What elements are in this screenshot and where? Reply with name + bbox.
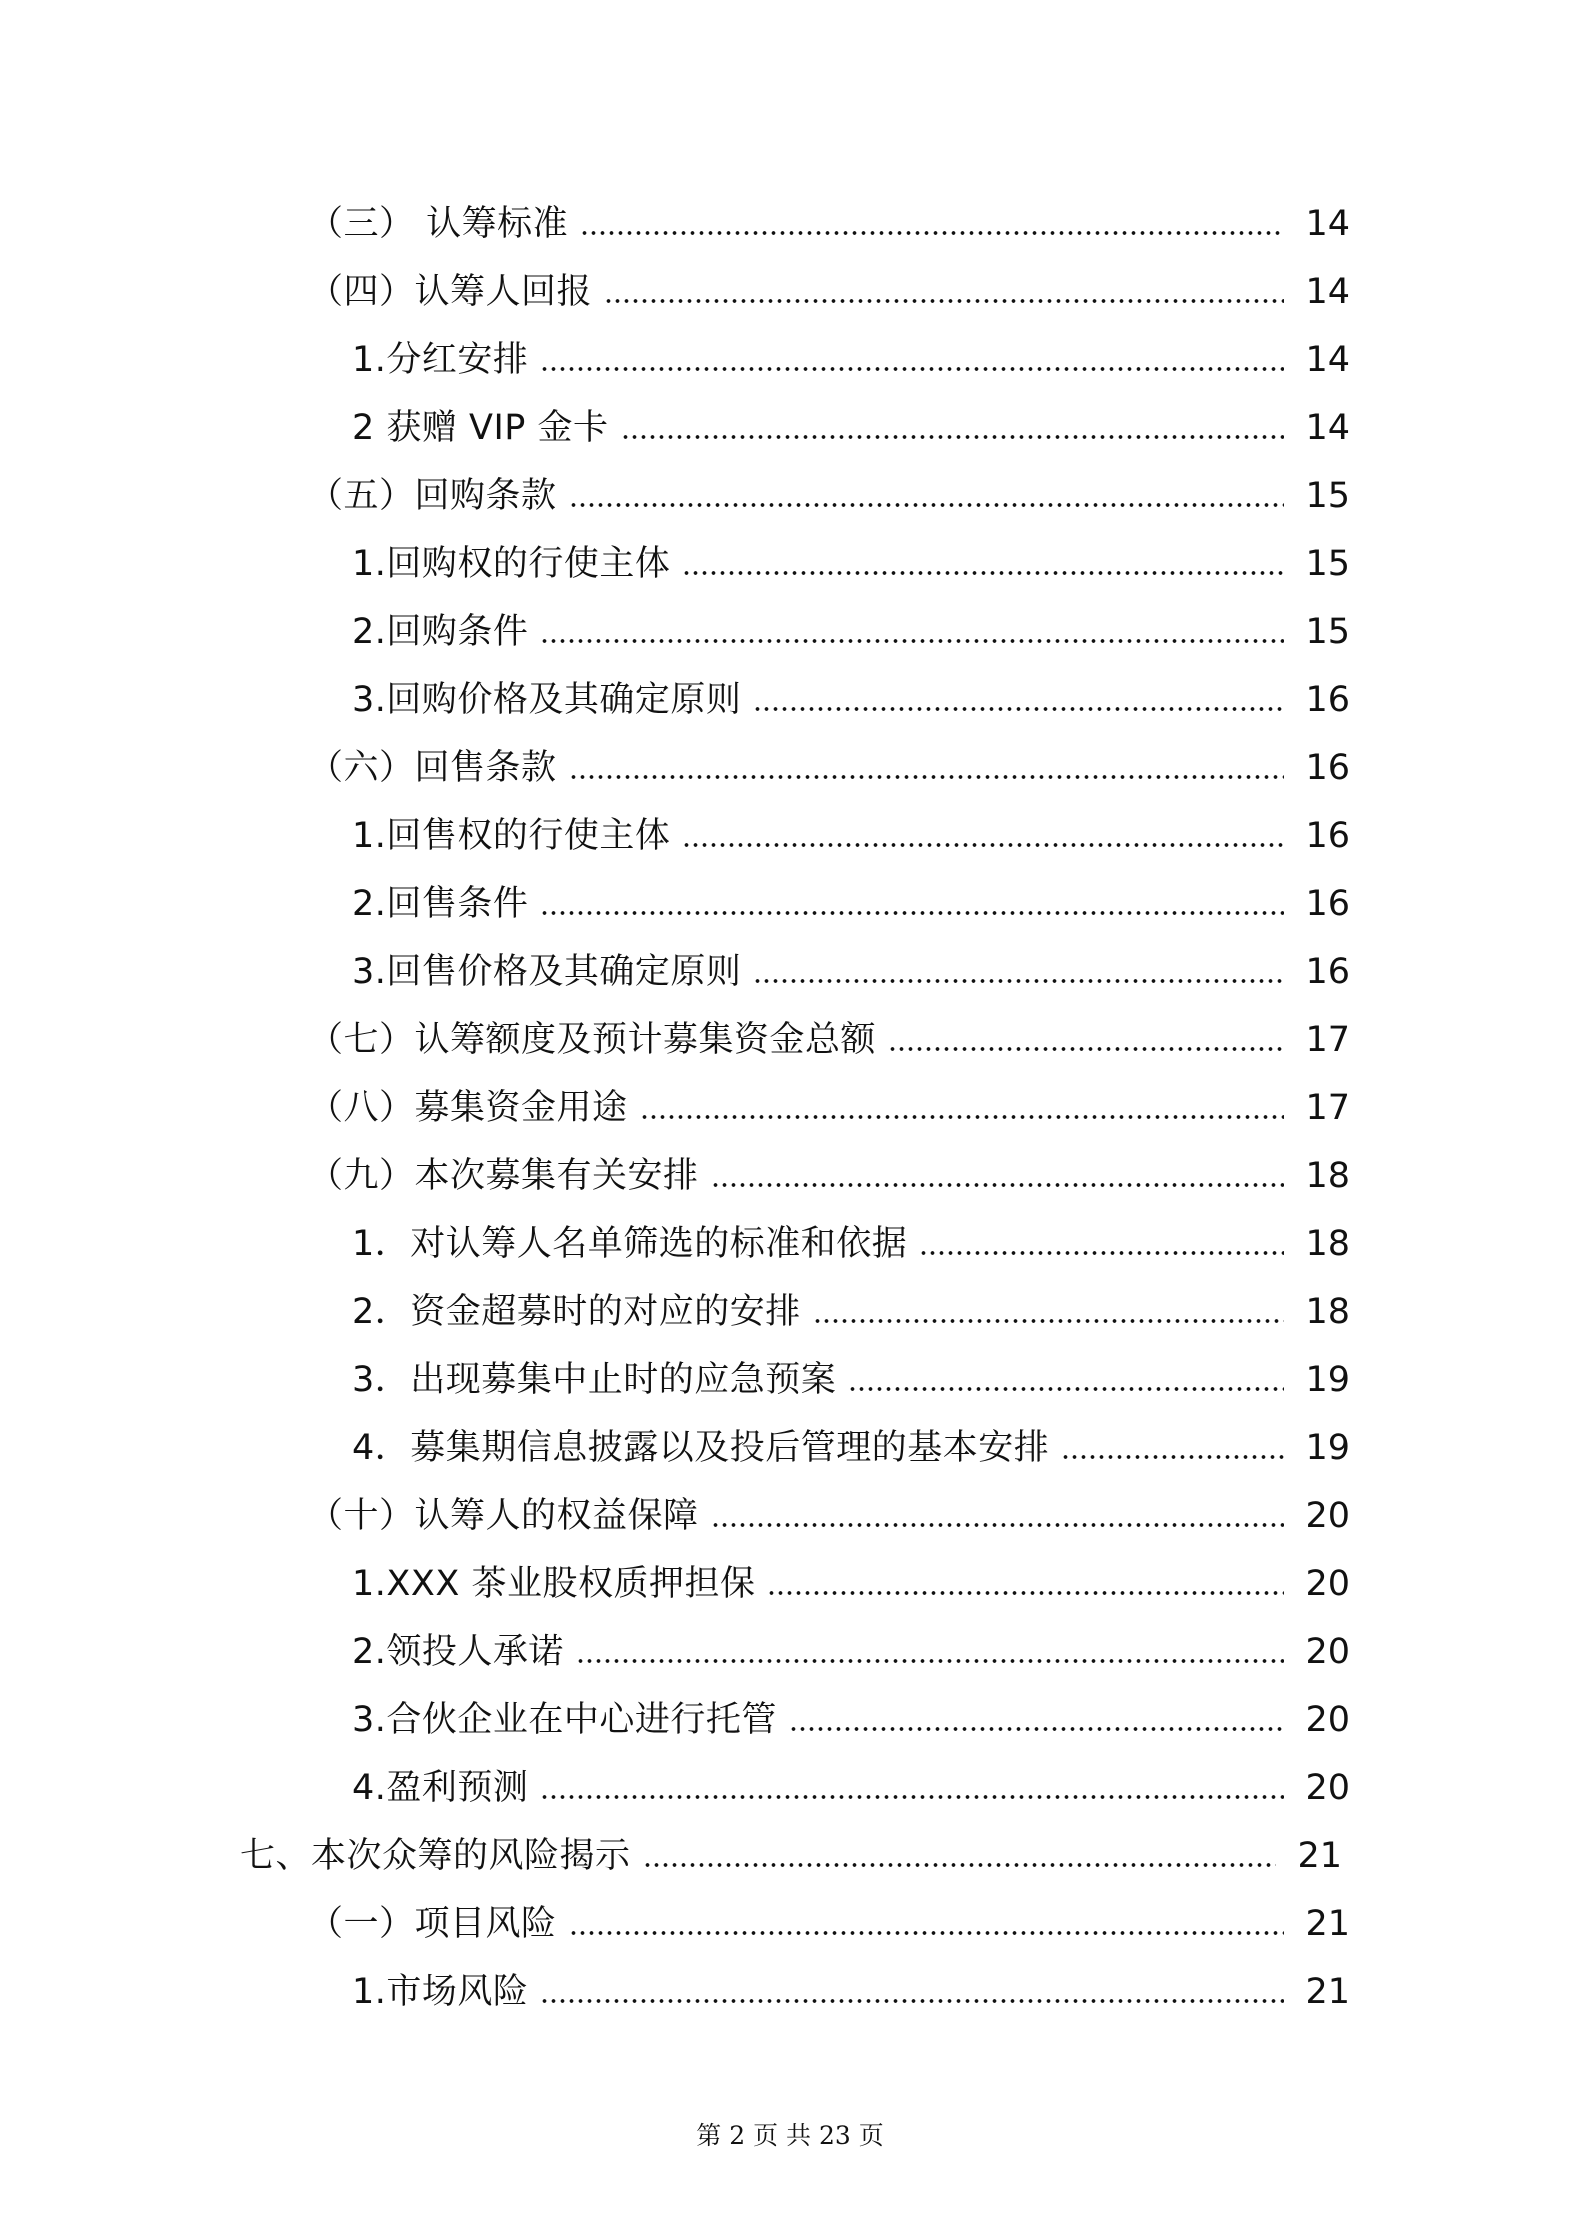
toc-entry-page: 15 — [1305, 611, 1350, 652]
toc-entry[interactable] — [352, 1210, 1350, 1278]
toc-leader-dots — [1061, 1454, 1284, 1460]
toc-entry[interactable] — [308, 734, 1350, 802]
toc-leader-dots — [789, 1726, 1284, 1732]
toc-entry[interactable] — [308, 1142, 1350, 1210]
toc-entry-title: 3.回购价格及其确定原则 — [352, 679, 742, 720]
toc-entry-title: （一）项目风险 — [308, 1903, 557, 1944]
toc-entry-page: 19 — [1305, 1359, 1350, 1400]
page-number-label: 第 2 页 共 23 页 — [696, 2121, 884, 2150]
toc-entry-page: 21 — [1305, 1971, 1350, 2012]
toc-leader-dots — [576, 1658, 1284, 1664]
toc-entry-page: 15 — [1305, 543, 1350, 584]
toc-entry-page: 18 — [1305, 1291, 1350, 1332]
toc-entry[interactable] — [308, 258, 1350, 326]
toc-entry-page: 21 — [1305, 1903, 1350, 1944]
toc-entry-page: 20 — [1305, 1699, 1350, 1740]
toc-entry[interactable] — [308, 1482, 1350, 1550]
toc-entry-title: （三） 认筹标准 — [308, 203, 569, 244]
toc-entry[interactable] — [352, 938, 1350, 1006]
toc-entry[interactable] — [352, 394, 1350, 462]
toc-entry[interactable] — [308, 1074, 1350, 1142]
toc-entry[interactable] — [308, 1006, 1350, 1074]
toc-entry-title: （七）认筹额度及预计募集资金总额 — [308, 1019, 877, 1060]
toc-entry-page: 14 — [1305, 339, 1350, 380]
toc-entry-title: （八）募集资金用途 — [308, 1087, 628, 1128]
toc-leader-dots — [753, 706, 1284, 712]
toc-entry-page: 20 — [1305, 1563, 1350, 1604]
toc-leader-dots — [580, 230, 1284, 236]
toc-entry-page: 19 — [1305, 1427, 1350, 1468]
toc-entry-page: 16 — [1305, 815, 1350, 856]
toc-entry[interactable] — [308, 1890, 1350, 1958]
toc-entry[interactable] — [352, 1414, 1350, 1482]
toc-entry-title: 七、本次众筹的风险揭示 — [240, 1835, 631, 1876]
toc-entry-page: 16 — [1305, 679, 1350, 720]
toc-leader-dots — [813, 1318, 1284, 1324]
toc-leader-dots — [540, 1998, 1284, 2004]
toc-leader-dots — [569, 774, 1284, 780]
toc-entry[interactable] — [352, 666, 1350, 734]
toc-leader-dots — [848, 1386, 1284, 1392]
toc-leader-dots — [682, 842, 1284, 848]
toc-entry-title: 2.回售条件 — [352, 883, 529, 924]
toc-entry-title: （九）本次募集有关安排 — [308, 1155, 699, 1196]
toc-leader-dots — [888, 1046, 1284, 1052]
toc-leader-dots — [569, 502, 1284, 508]
toc-entry-title: （四）认筹人回报 — [308, 271, 593, 312]
toc-leader-dots — [643, 1862, 1276, 1868]
toc-entry-page: 20 — [1305, 1631, 1350, 1672]
toc-leader-dots — [711, 1522, 1284, 1528]
toc-entry[interactable] — [352, 802, 1350, 870]
toc-entry-page: 14 — [1305, 203, 1350, 244]
toc-entry-page: 16 — [1305, 951, 1350, 992]
toc-leader-dots — [569, 1930, 1284, 1936]
toc-entry-title: 2.领投人承诺 — [352, 1631, 564, 1672]
toc-entry[interactable] — [352, 598, 1350, 666]
toc-leader-dots — [640, 1114, 1284, 1120]
toc-entry[interactable] — [352, 1618, 1350, 1686]
toc-entry[interactable] — [352, 326, 1350, 394]
toc-entry[interactable] — [352, 530, 1350, 598]
toc-entry-page: 14 — [1305, 407, 1350, 448]
toc-leader-dots — [540, 910, 1284, 916]
toc-entry[interactable] — [352, 1754, 1350, 1822]
toc-entry-title: 1．对认筹人名单筛选的标准和依据 — [352, 1223, 908, 1264]
toc-leader-dots — [767, 1590, 1284, 1596]
toc-entry-title: 3.合伙企业在中心进行托管 — [352, 1699, 777, 1740]
toc-entry-title: 2.回购条件 — [352, 611, 529, 652]
toc-entry-title: 1.分红安排 — [352, 339, 529, 380]
toc-entry[interactable] — [308, 190, 1350, 258]
toc-leader-dots — [753, 978, 1284, 984]
toc-leader-dots — [919, 1250, 1284, 1256]
toc-leader-dots — [540, 366, 1284, 372]
toc-leader-dots — [621, 434, 1284, 440]
toc-entry-page: 18 — [1305, 1223, 1350, 1264]
toc-entry[interactable] — [240, 1822, 1342, 1890]
page-footer — [0, 2116, 1580, 2152]
toc-entry-title: 3．出现募集中止时的应急预案 — [352, 1359, 837, 1400]
toc-entry[interactable] — [352, 1958, 1350, 2026]
toc-leader-dots — [604, 298, 1284, 304]
toc-entry-page: 18 — [1305, 1155, 1350, 1196]
toc-entry[interactable] — [352, 1346, 1350, 1414]
toc-entry-page: 20 — [1305, 1767, 1350, 1808]
toc-leader-dots — [540, 1794, 1284, 1800]
toc-entry-title: 1.回购权的行使主体 — [352, 543, 671, 584]
toc-entry-title: 4.盈利预测 — [352, 1767, 529, 1808]
toc-entry-page: 17 — [1305, 1019, 1350, 1060]
toc-entry-page: 21 — [1297, 1835, 1342, 1876]
toc-entry-title: 2 获赠 VIP 金卡 — [352, 407, 609, 448]
toc-entry[interactable] — [352, 1686, 1350, 1754]
toc-entry-title: （十）认筹人的权益保障 — [308, 1495, 699, 1536]
toc-entry-title: （五）回购条款 — [308, 475, 557, 516]
toc-entry-title: 4．募集期信息披露以及投后管理的基本安排 — [352, 1427, 1050, 1468]
toc-entry[interactable] — [352, 870, 1350, 938]
toc-leader-dots — [711, 1182, 1284, 1188]
toc-entry-title: 3.回售价格及其确定原则 — [352, 951, 742, 992]
toc-leader-dots — [540, 638, 1284, 644]
toc-entry-title: 1.回售权的行使主体 — [352, 815, 671, 856]
toc-entry-title: （六）回售条款 — [308, 747, 557, 788]
toc-entry-page: 15 — [1305, 475, 1350, 516]
toc-entry-page: 17 — [1305, 1087, 1350, 1128]
toc-leader-dots — [682, 570, 1284, 576]
toc-entry-title: 1.市场风险 — [352, 1971, 529, 2012]
toc-entry-page: 20 — [1305, 1495, 1350, 1536]
toc-entry-page: 14 — [1305, 271, 1350, 312]
toc-entry[interactable] — [352, 1550, 1350, 1618]
toc-entry-page: 16 — [1305, 747, 1350, 788]
toc-entry-page: 16 — [1305, 883, 1350, 924]
toc-entry-title: 2．资金超募时的对应的安排 — [352, 1291, 801, 1332]
toc-entry[interactable] — [352, 1278, 1350, 1346]
toc-entry[interactable] — [308, 462, 1350, 530]
toc-entry-title: 1.XXX 茶业股权质押担保 — [352, 1563, 756, 1604]
